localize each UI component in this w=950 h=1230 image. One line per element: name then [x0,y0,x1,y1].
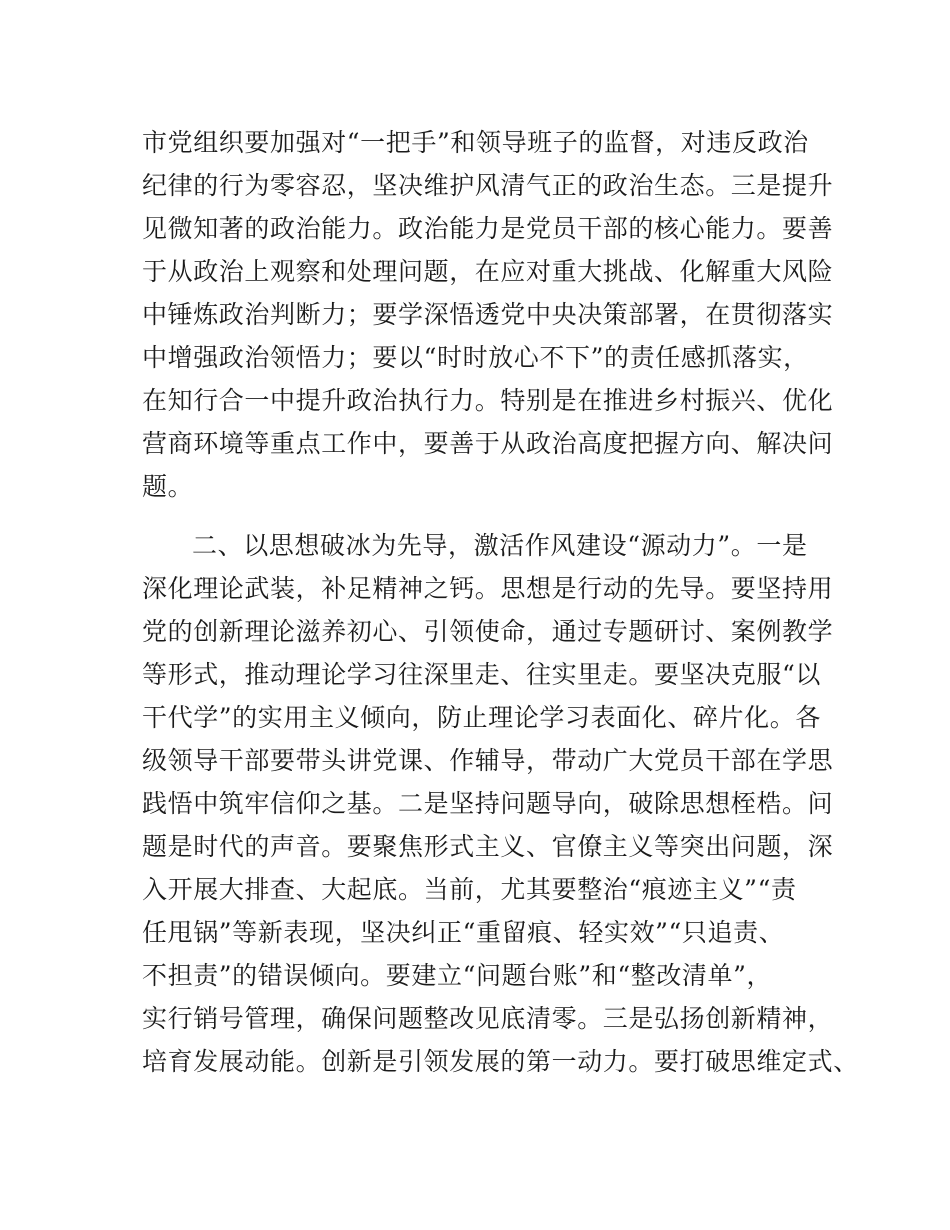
text-line: 中增强政治领悟力；要以“时时放心不下”的责任感抓落实， [142,343,809,372]
text-line: 营商环境等重点工作中，要善于从政治高度把握方向、解决问 [142,429,834,458]
text-line: 纪律的行为零容忍，坚决维护风清气正的政治生态。三是提升 [142,171,834,200]
text-line: 等形式，推动理论学习往深里走、往实里走。要坚决克服“以 [142,660,821,689]
paragraph-spacer [142,508,832,524]
text-line: 践悟中筑牢信仰之基。二是坚持问题导向，破除思想桎梏。问 [142,789,834,818]
text-line: 实行销号管理，确保问题整改见底清零。三是弘扬创新精神， [142,1004,834,1033]
text-line: 市党组织要加强对“一把手”和领导班子的监督，对违反政治 [142,128,809,157]
text-line: 干代学”的实用主义倾向，防止理论学习表面化、碎片化。各 [142,703,821,732]
text-line: 于从政治上观察和处理问题，在应对重大挑战、化解重大风险 [142,257,834,286]
text-line: 见微知著的政治能力。政治能力是党员干部的核心能力。要善 [142,214,834,243]
text-line: 培育发展动能。创新是引领发展的第一动力。要打破思维定式、 [142,1047,859,1076]
text-line: 入开展大排查、大起底。当前，尤其要整治“痕迹主义”“责 [142,875,797,904]
text-line: 在知行合一中提升政治执行力。特别是在推进乡村振兴、优化 [142,386,834,415]
text-line: 题是时代的声音。要聚焦形式主义、官僚主义等突出问题，深 [142,832,834,861]
text-line: 不担责”的错误倾向。要建立“问题台账”和“整改清单”， [142,961,773,990]
text-line: 题。 [142,472,194,501]
text-line: 深化理论武装，补足精神之钙。思想是行动的先导。要坚持用 [142,574,834,603]
text-line: 任甩锅”等新表现，坚决纠正“重留痕、轻实效”“只追责、 [142,918,785,947]
text-line: 二、以思想破冰为先导，激活作风建设“源动力”。一是 [192,531,808,560]
text-line: 党的创新理论滋养初心、引领使命，通过专题研讨、案例教学 [142,617,834,646]
paragraph-1 [142,121,832,508]
document-body [142,121,859,1083]
paragraph-2 [142,524,859,1083]
text-line: 级领导干部要带头讲党课、作辅导，带动广大党员干部在学思 [142,746,834,775]
text-line: 中锤炼政治判断力；要学深悟透党中央决策部署，在贯彻落实 [142,300,834,329]
